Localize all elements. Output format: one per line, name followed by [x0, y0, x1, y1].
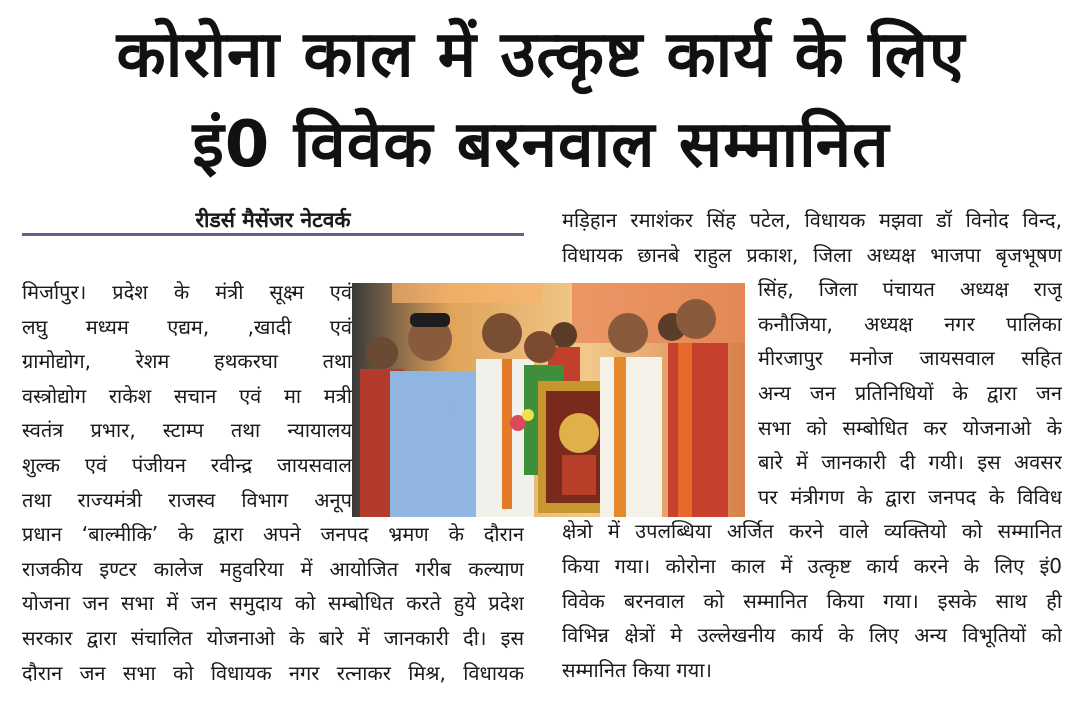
left-column-line: वस्त्रोद्योग राकेश सचान एवं मा मत्री — [22, 383, 352, 408]
left-column-line: दौरान जन सभा को विधायक नगर रत्नाकर मिश्र, विधायक — [22, 660, 524, 685]
headline-line-2: इं0 विवेक बरनवाल सम्मानित — [192, 108, 890, 182]
right-column-line: सभा को सम्बोधित कर योजनाओ के — [758, 415, 1062, 440]
left-column-line: शुल्क एवं पंजीयन रवीन्द्र जायसवाल — [22, 453, 352, 477]
left-column-line: सरकार द्वारा संचालित योजनाओ के बारे में जानकारी दी। इस — [22, 626, 524, 650]
right-column-line: अन्य जन प्रतिनिधियों के द्वारा जन — [758, 381, 1062, 405]
right-column-line: पर मंत्रीगण के द्वारा जनपद के विविध — [758, 484, 1062, 509]
right-column-line: किया गया। कोरोना काल में उत्कृष्ट कार्य करने के लिए इं0 — [562, 554, 1062, 578]
headline-line-1: कोरोना काल में उत्कृष्ट कार्य के लिए — [116, 18, 966, 92]
news-photo — [352, 283, 745, 517]
left-column-line: राजकीय इण्टर कालेज महुवरिया में आयोजित गरीब कल्याण — [22, 556, 524, 581]
left-column-line: मिर्जापुर। प्रदेश के मंत्री सूक्ष्म एवं — [22, 280, 352, 304]
felicitation-photo-icon — [352, 283, 745, 517]
right-column-line: मड़िहान रमाशंकर सिंह पटेल, विधायक मझवा डॉ विनोद विन्द, — [562, 208, 1062, 232]
right-column-line: सम्मानित किया गया। — [562, 657, 712, 682]
right-column-line: मीरजापुर मनोज जायसवाल सहित — [758, 346, 1062, 371]
byline: रीडर्स मैसेंजर नेटवर्क — [195, 208, 351, 232]
right-column-line: विवेक बरनवाल को सम्मानित किया गया। इसके साथ ही — [562, 588, 1062, 613]
left-column-line: स्वतंत्र प्रभार, स्टाम्प तथा न्यायालय — [22, 418, 352, 443]
right-column-line: विधायक छानबे राहुल प्रकाश, जिला अध्यक्ष भाजपा बृजभूषण — [562, 242, 1062, 267]
left-column-line: लघु मध्यम एद्यम, ,खादी एवं — [22, 314, 352, 339]
right-column-line: बारे में जानकारी दी गयी। इस अवसर — [758, 450, 1062, 475]
left-column-line: योजना जन सभा में जन समुदाय को सम्बोधित करते हुये प्रदेश — [22, 591, 524, 616]
left-column-line: तथा राज्यमंत्री राजस्व विभाग अनूप — [22, 487, 352, 512]
left-column-line: ग्रामोद्योग, रेशम हथकरघा तथा — [22, 349, 352, 374]
right-column-line: सिंह, जिला पंचायत अध्यक्ष राजू — [758, 277, 1062, 302]
left-column-line: प्रधान ‘बाल्मीकि’ के द्वारा अपने जनपद भ्रमण के दौरान — [22, 522, 524, 547]
right-column-line: क्षेत्रो में उपलब्धिया अर्जित करने वाले व्यक्तियो को सम्मानित — [562, 519, 1062, 544]
right-column-line: कनौजिया, अध्यक्ष नगर पालिका — [758, 311, 1062, 336]
right-column-line: विभिन्न क्षेत्रों मे उल्लेखनीय कार्य के लिए अन्य विभूतियों को — [562, 623, 1062, 648]
byline-divider — [22, 233, 524, 236]
